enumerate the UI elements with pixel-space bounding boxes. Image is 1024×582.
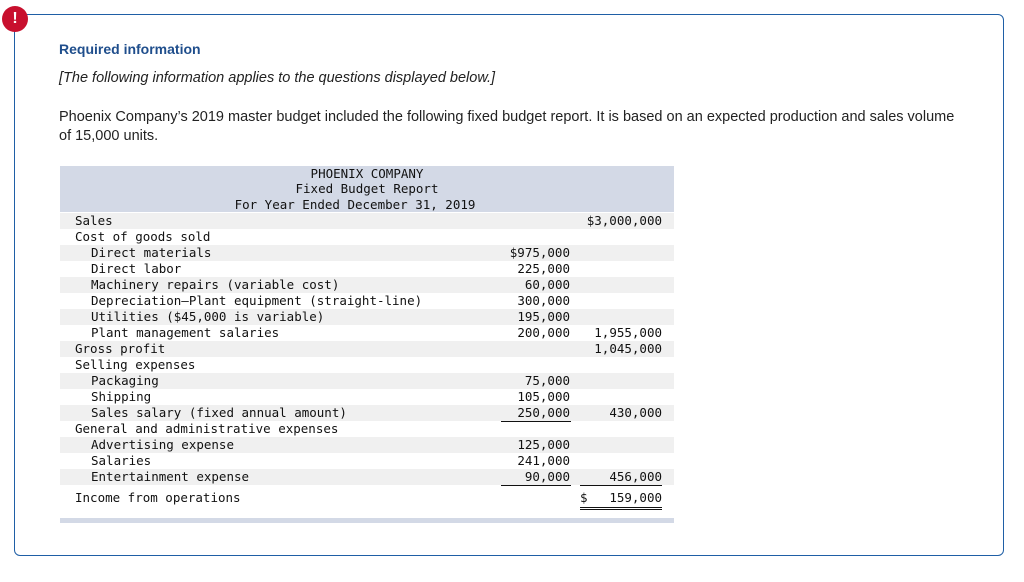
row-sales-salary	[60, 405, 674, 421]
report-footer-bar	[60, 518, 674, 523]
section-title: Required information	[59, 41, 201, 57]
row-amount: 225,000	[517, 261, 570, 276]
double-underline	[580, 507, 662, 510]
row-label: Sales salary (fixed annual amount)	[91, 405, 347, 420]
row-label: Advertising expense	[91, 437, 234, 452]
row-depreciation	[60, 293, 674, 309]
report-company: PHOENIX COMPANY	[310, 166, 424, 181]
row-amount: 250,000	[517, 405, 570, 420]
row-machinery-repairs	[60, 277, 674, 293]
row-label: Income from operations	[75, 490, 241, 505]
row-label: General and administrative expenses	[75, 421, 339, 436]
row-advertising	[60, 437, 674, 453]
row-ga-expenses	[60, 421, 674, 437]
row-label: Sales	[75, 213, 113, 228]
row-label: Gross profit	[75, 341, 166, 356]
fixed-budget-report	[60, 166, 674, 523]
row-plant-salaries	[60, 325, 674, 341]
row-utilities	[60, 309, 674, 325]
row-gross-profit	[60, 341, 674, 357]
row-shipping	[60, 389, 674, 405]
row-label: Shipping	[91, 389, 152, 404]
row-amount: 195,000	[517, 309, 570, 324]
row-direct-labor	[60, 261, 674, 277]
row-amount: 75,000	[524, 373, 570, 388]
row-direct-materials	[60, 245, 674, 261]
row-salaries	[60, 453, 674, 469]
row-amount: 300,000	[517, 293, 570, 308]
row-total: $3,000,000	[586, 213, 662, 228]
row-label: Direct materials	[91, 245, 212, 260]
row-amount: 125,000	[517, 437, 570, 452]
underline	[501, 485, 571, 486]
underline	[580, 485, 662, 486]
row-income-from-operations	[60, 490, 674, 506]
row-label: Selling expenses	[75, 357, 196, 372]
row-label: Entertainment expense	[91, 469, 250, 484]
row-entertainment	[60, 469, 674, 485]
report-title: Fixed Budget Report	[295, 181, 439, 196]
row-total: 159,000	[609, 490, 662, 505]
row-cogs	[60, 229, 674, 245]
report-header	[60, 166, 674, 212]
row-label: Plant management salaries	[91, 325, 280, 340]
row-total: 430,000	[609, 405, 662, 420]
currency-symbol: $	[580, 490, 588, 505]
row-amount: 60,000	[524, 277, 570, 292]
row-total: 1,955,000	[594, 325, 662, 340]
report-period: For Year Ended December 31, 2019	[234, 197, 476, 212]
row-label: Packaging	[91, 373, 159, 388]
row-packaging	[60, 373, 674, 389]
intro-note: [The following information applies to the questions displayed below.]	[59, 70, 496, 86]
row-label: Machinery repairs (variable cost)	[91, 277, 340, 292]
row-total: 1,045,000	[594, 341, 662, 356]
row-amount: $975,000	[509, 245, 570, 260]
row-total: 456,000	[609, 469, 662, 484]
row-sales	[60, 213, 674, 229]
row-label: Cost of goods sold	[75, 229, 211, 244]
row-label: Utilities ($45,000 is variable)	[91, 309, 325, 324]
row-label: Direct labor	[91, 261, 182, 276]
row-amount: 241,000	[517, 453, 570, 468]
row-amount: 200,000	[517, 325, 570, 340]
row-amount: 105,000	[517, 389, 570, 404]
row-amount: 90,000	[524, 469, 570, 484]
row-selling-expenses	[60, 357, 674, 373]
row-label: Salaries	[91, 453, 152, 468]
alert-icon: !	[2, 6, 28, 32]
row-label: Depreciation—Plant equipment (straight-line)	[91, 293, 423, 308]
problem-description: Phoenix Company’s 2019 master budget included the following fixed budget report. It is based on an expected production and sales volume of 15,000 units.	[59, 109, 955, 144]
